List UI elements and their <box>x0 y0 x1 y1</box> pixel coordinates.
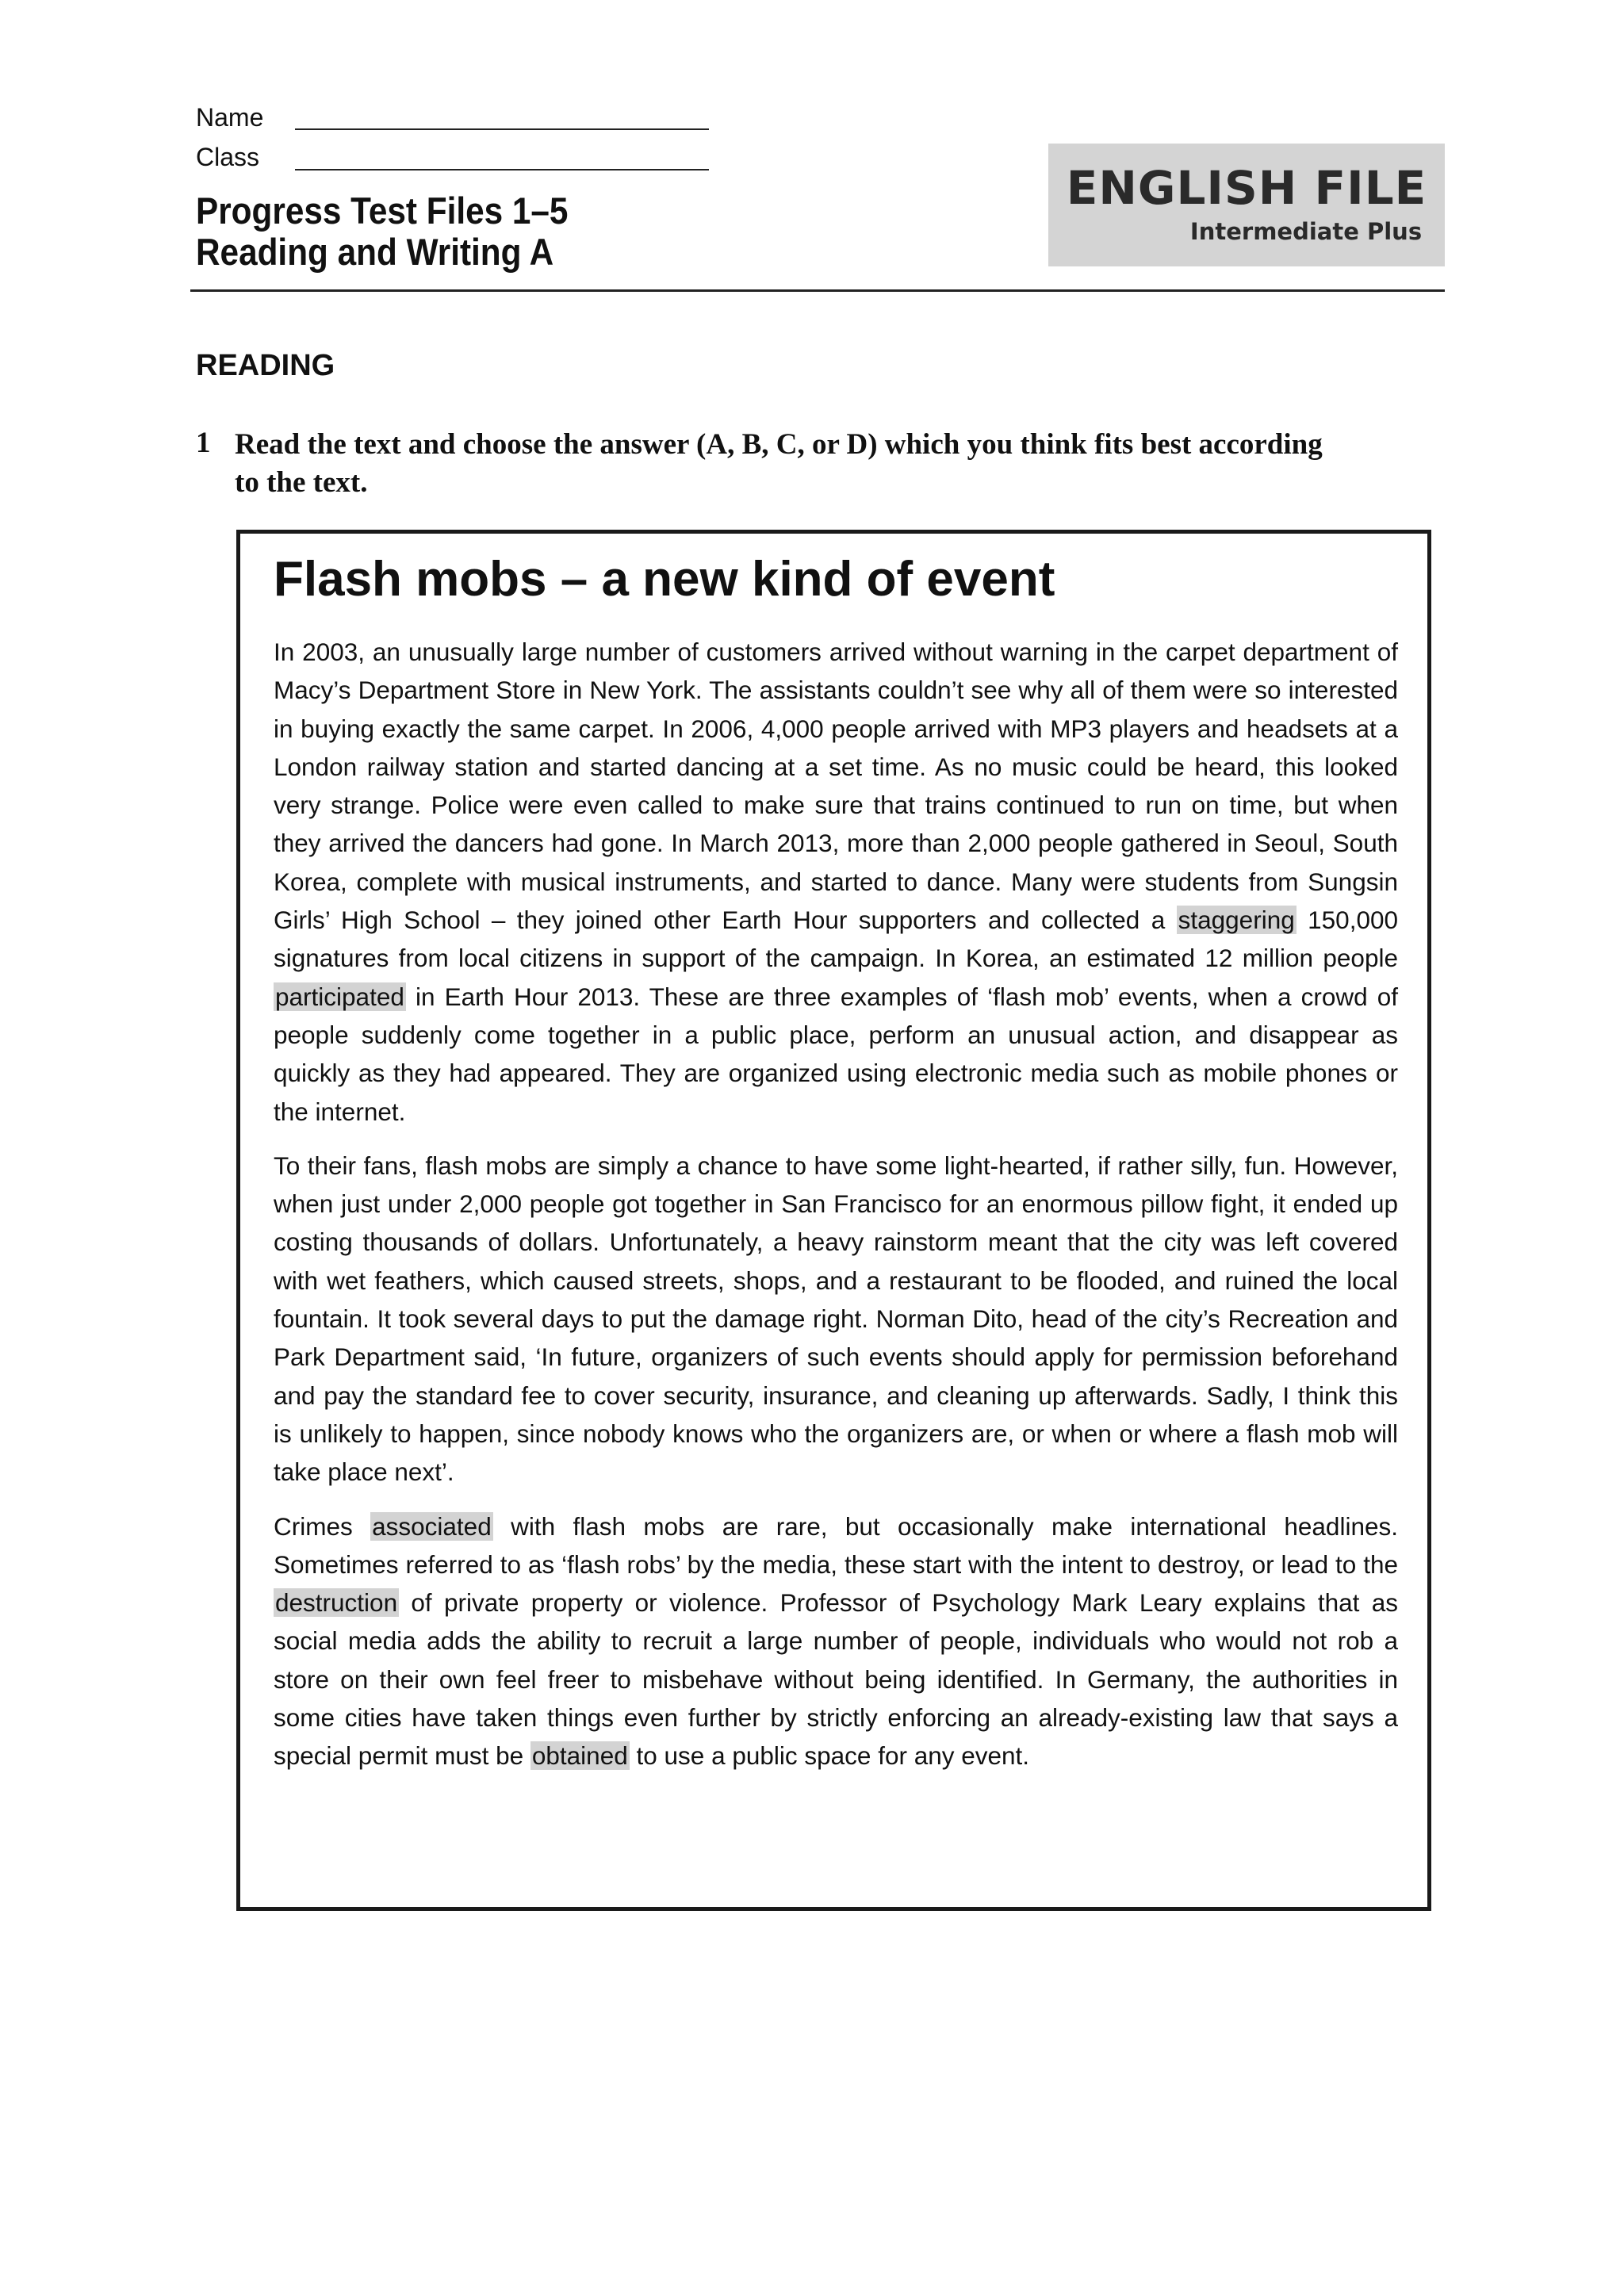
highlight-destruction: destruction <box>275 1588 398 1618</box>
highlight-obtained: obtained <box>531 1741 628 1771</box>
article-body <box>274 633 1398 1791</box>
article-paragraph-3 <box>274 1507 1398 1775</box>
p3-text-a: Crimes <box>274 1511 371 1541</box>
p3-text-c: of private property or violence. Professor of Psychology Mark Leary explains that as social media adds the ability to recruit a large number of people, individuals who would not rob a store on their own feel freer to misbehave without being identified. In Germany, the authorities in some cities have taken things even further by strictly enforcing an already-existing law that says a special permit must be <box>274 1588 1398 1771</box>
question-instruction: Read the text and choose the answer (A, B, C, or D) which you think fits best according to the text. <box>235 428 1323 499</box>
name-field-line[interactable] <box>295 127 709 130</box>
logo-main-text: ENGLISH FILE <box>1066 161 1427 215</box>
section-title: READING <box>196 349 335 382</box>
p1-text-c: in Earth Hour 2013. These are three examples of ‘flash mob’ events, when a crowd of people suddenly come together in a public place, perform an unusual action, and disappear as quickly as they had appeared. They are organized using electronic media such as mobile phones or the internet. <box>274 982 1398 1126</box>
logo-sub-text: Intermediate Plus <box>1189 218 1423 245</box>
p1-text-a: In 2003, an unusually large number of customers arrived without warning in the carpet department of Macy’s Department Store in New York. The assistants couldn’t see why all of them were so interested in buying exactly the same carpet. In 2006, 4,000 people arrived with MP3 players and headsets at a London railway station and started dancing at a set time. As no music could be heard, this looked very strange. Police were even called to make sure that trains continued to run on time, but when they arrived the dancers had gone. In March 2013, more than 2,000 people gathered in Seoul, South Korea, complete with musical instruments, and started to dance. Many were students from Sungsin Girls’ High School – they joined other Earth Hour supporters and collected a <box>274 638 1398 935</box>
article-paragraph-2: To their fans, flash mobs are simply a chance to have some light-hearted, if rather silly, fun. However, when just under 2,000 people got together in San Francisco for an enormous pillow fight, it ended up costing thousands of dollars. Unfortunately, a heavy rainstorm meant that the city was left covered with wet feathers, which caused streets, shops, and a restaurant to be flooded, and ruined the local fountain. It took several days to put the damage right. Norman Dito, head of the city’s Recreation and Park Department said, ‘In future, organizers of such events should apply for permission beforehand and pay the standard fee to cover security, insurance, and cleaning up afterwards. Sadly, I think this is unlikely to happen, since nobody knows who the organizers are, or when or where a flash mob will take place next’. <box>274 1151 1398 1487</box>
highlight-associated: associated <box>372 1511 492 1541</box>
name-label: Name <box>196 103 264 132</box>
question-number: 1 <box>196 427 211 459</box>
article-title: Flash mobs – a new kind of event <box>274 552 1055 607</box>
p1-text-b: 150,000 signatures from local citizens in support of the campaign. In Korea, an estimated 12 million people <box>274 906 1399 973</box>
p3-text-b: with flash mobs are rare, but occasionally make international headlines. Sometimes referred to as ‘flash robs’ by the media, these start with the intent to destroy, or lead to the <box>274 1511 1398 1579</box>
article-paragraph-1 <box>274 633 1398 1131</box>
test-title-line2: Reading and Writing A <box>196 231 554 273</box>
test-title <box>196 190 568 273</box>
class-field-line[interactable] <box>295 167 709 170</box>
class-label: Class <box>196 143 260 171</box>
test-title-line1: Progress Test Files 1–5 <box>196 190 569 232</box>
header-divider <box>190 289 1445 292</box>
p3-text-d: to use a public space for any event. <box>629 1741 1030 1771</box>
english-file-logo <box>1048 144 1445 266</box>
highlight-staggering: staggering <box>1178 906 1295 935</box>
highlight-participated: participated <box>275 982 404 1011</box>
